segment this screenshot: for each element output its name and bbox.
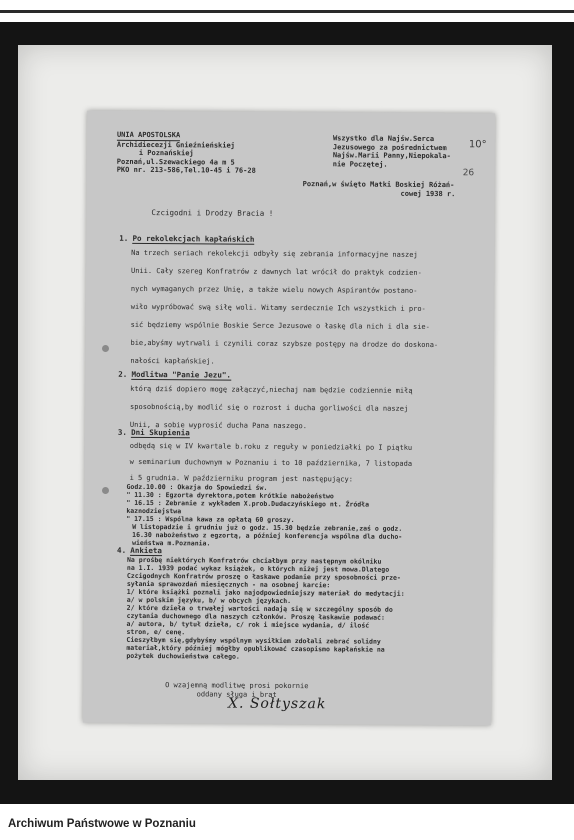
program-line: 16.30 nabożeństwo z egzortą, a później konferencja wspólna dla ducho- — [132, 530, 403, 541]
signature: X. Sołtyszak — [227, 695, 327, 713]
archive-caption — [0, 806, 574, 840]
archive-name: Archiwum Państwowe w Poznaniu — [8, 818, 196, 830]
program-line: " 11.30 : Egzorta dyrektora,potem krótkie nabożeństwo — [126, 490, 334, 501]
punch-hole — [102, 345, 109, 352]
body-line: nych wymaganych przez Unię, a także wielu nowych Aspirantów postano- — [130, 284, 418, 295]
section-body — [118, 243, 439, 371]
sender-block — [117, 131, 256, 175]
body-line: syłania sprawozdań miesięcznych - na osobnej karcie: — [126, 579, 331, 589]
section-title: Ankieta — [130, 545, 162, 556]
body-line: a/ autora, b/ tytuł dzieła, c/ rok i miejsce wydania, d/ ilość — [126, 619, 370, 630]
reference-number: 10° — [468, 139, 487, 151]
recipient-line: Jezusowego za pośrednictwem — [332, 142, 447, 152]
top-divider — [0, 10, 574, 13]
section-title: Dni Skupienia — [131, 427, 190, 438]
program-line: " 16.15 : Zebranie z wykładem X.prob.Dudaczyńskiego nt. Źródła — [126, 498, 370, 509]
section-body — [118, 379, 413, 435]
body-line: czytania duchownego dla naszych członków. Proszę łaskawie podawać: — [126, 611, 385, 622]
body-line: materiał,który później mógłby opublikować czasopismo kapłańskie na — [126, 643, 385, 654]
program-line: Godz.10.00 : Okazja do Spowiedzi św. — [126, 482, 268, 492]
body-line: Unii. Cały szereg Konfratrów z dawnych lat wrócił do praktyk codzien- — [130, 266, 422, 277]
microfilm-frame — [0, 22, 574, 804]
body-line: 2/ które dzieła o trwałej wartości nadają się w szczególny sposób do — [126, 603, 393, 614]
recipient-line: Najśw.Marii Panny,Niepokala- — [332, 151, 451, 161]
body-line: wiło wypróbować swą siłę woli. Witamy serdecznie Ich wszystkich i pro- — [130, 302, 426, 313]
body-line: a/ w polskim języku, b/ w obcych językach. — [126, 595, 292, 605]
section-body — [116, 555, 405, 661]
body-line: i 5 grudnia. W październiku program jest następujący: — [129, 473, 353, 483]
section-2 — [118, 371, 413, 436]
body-line: sić będziemy wspólnie Boskie Serce Jezusowe o łaskę dla nich i dla sie- — [130, 320, 430, 331]
body-line: bie,abyśmy wytrwali i czynili coraz szybsze postępy na drodze do doskona- — [130, 338, 439, 349]
section-1 — [118, 235, 439, 372]
program-line: " 17.15 : Wspólna kawa za opłatą 60 groszy. — [126, 514, 295, 525]
date-line: Poznań,w święto Matki Boskiej Różań- — [302, 180, 455, 190]
body-line: sposobnością,by modlić się o rozrost i ducha gorliwości dla naszej — [130, 402, 409, 413]
sender-line: i Poznańskiej — [138, 148, 194, 158]
body-line: Na prośbę niektórych Konfratrów chciałbym przy następnym okólniku — [126, 555, 382, 566]
body-line: odbędą się w IV kwartale b.roku z reguły w poniedziałki po I piątku — [129, 441, 413, 452]
program-line: kaznodziejstwa — [126, 506, 182, 516]
greeting: Czcigodni i Drodzy Bracia ! — [151, 208, 274, 218]
section-4 — [116, 547, 405, 662]
punch-hole — [102, 487, 109, 494]
recipient-line: nie Poczętej. — [332, 159, 388, 169]
section-body — [118, 437, 413, 487]
letter-sheet — [83, 111, 495, 726]
section-number: 3. — [117, 427, 127, 437]
top-strip — [0, 0, 574, 22]
section-title: Po rekolekcjach kapłańskich — [132, 233, 255, 244]
closing-line: O wzajemną modlitwę prosi pokornie — [165, 681, 309, 691]
body-line: Cieszyłbym się,gdybyśmy wspólnym wysiłkiem zdołali zebrać solidny — [126, 635, 381, 646]
film-background — [18, 45, 552, 780]
sender-line: UNIA APOSTOLSKA — [116, 130, 181, 140]
body-line: w seminarium duchownym w Poznaniu i to 10 października, 7 listopada — [129, 457, 413, 468]
sender-line: Archidiecezji Gnieźnieńskiej — [116, 140, 235, 150]
sender-line: Poznań,ul.Szewackiego 4a m 5 — [116, 157, 235, 167]
body-line: nałości kapłańskiej. — [130, 356, 215, 365]
date-block — [303, 180, 456, 198]
program-schedule — [126, 483, 402, 549]
body-line: pożytek duchowieństwa całego. — [126, 651, 240, 661]
body-line: 1/ które książki poznali jako najodpowiedniejszy materiał do medytacji: — [126, 587, 405, 598]
body-line: którą dziś dopiero mogę załączyć,niechaj nam będzie codziennie miłą — [130, 384, 413, 395]
section-number: 1. — [119, 233, 129, 243]
body-line: Unii, a sobie wyprosić ducha Pana naszego. — [129, 420, 307, 430]
date-line: cowej 1938 r. — [400, 189, 456, 198]
body-line: stron, e/ cenę. — [126, 627, 186, 636]
section-3 — [118, 429, 413, 488]
body-line: Czcigodnych Konfratrów proszę o łaskawe podanie przy sposobności prze- — [126, 571, 401, 582]
sender-line: PKO nr. 213-586,Tel.10-45 i 76-28 — [116, 165, 256, 175]
section-title: Modlitwa "Panie Jezu". — [131, 369, 231, 380]
body-line: Na trzech seriach rekolekcji odbyły się zebrania informacyjne naszej — [131, 248, 418, 259]
section-number: 2. — [118, 369, 128, 379]
program-line: W listopadzie i grudniu już o godz. 15.30 będzie zebranie,zaś o godz. — [132, 522, 403, 533]
recipient-block — [333, 134, 451, 169]
recipient-line: Wszystko dla Najśw.Serca — [332, 134, 435, 144]
closing-line: oddany sługa i brat — [196, 690, 277, 699]
program-line: wieństwa m.Poznania. — [132, 538, 211, 548]
body-line: na 1.I. 1939 podać wykaz książek, o których niżej jest mowa.Dlatego — [126, 563, 390, 574]
reference-mark: 26 — [462, 168, 475, 179]
section-number: 4. — [117, 545, 127, 555]
